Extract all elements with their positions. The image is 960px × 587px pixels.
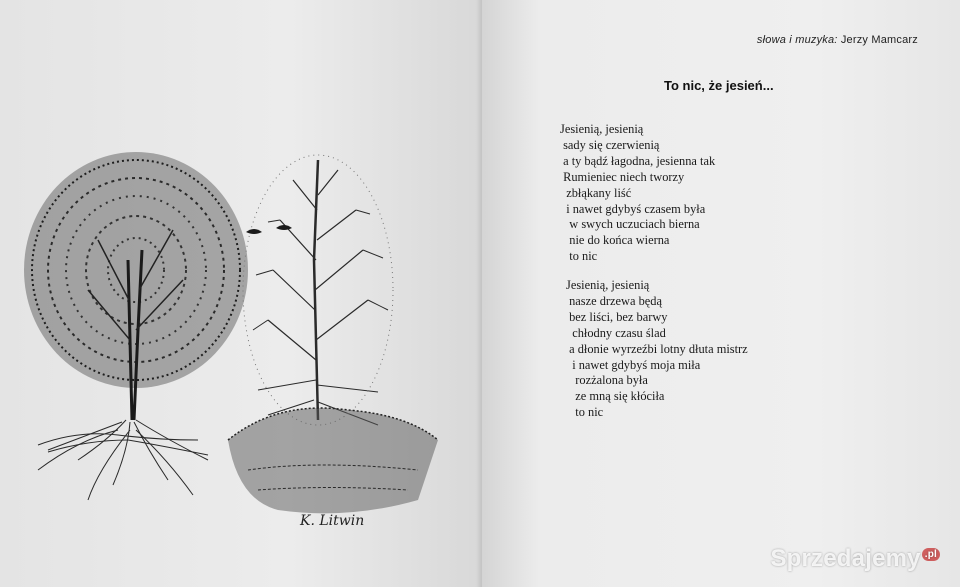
- poem-line: to nic: [560, 249, 598, 264]
- right-tree: [243, 155, 393, 425]
- poem-line: Jesienią, jesienią: [560, 122, 644, 136]
- signature: K. Litwin: [300, 513, 365, 529]
- poem-line: nie do końca wierna: [560, 233, 670, 248]
- left-tree: [24, 152, 248, 420]
- poem-line: sady się czerwienią: [560, 137, 660, 152]
- poem-line: to nic: [566, 405, 604, 420]
- poem-line: zbłąkany liść: [560, 185, 632, 200]
- poem-line: ze mną się kłóciła: [566, 389, 665, 404]
- ground-right: [228, 408, 438, 513]
- poem-line: i nawet gdybyś czasem była: [560, 201, 706, 216]
- stanza-1: [560, 122, 715, 265]
- poem-line: a ty bądź łagodna, jesienna tak: [560, 153, 716, 168]
- poem-line: w swych uczuciach bierna: [560, 217, 700, 232]
- poem-line: Rumieniec niech tworzy: [560, 169, 685, 184]
- poem-line: a dłonie wyrzeźbi lotny dłuta mistrz: [566, 341, 748, 356]
- author-credit: [757, 34, 918, 46]
- poem-line: bez liści, bez barwy: [566, 309, 668, 324]
- watermark-suffix: .pl: [922, 548, 940, 561]
- poem-line: Jesienią, jesienią: [566, 278, 650, 292]
- credit-author: Jerzy Mamcarz: [840, 34, 918, 46]
- watermark-text: Sprzedajemy: [770, 545, 921, 572]
- credit-role: słowa i muzyka:: [756, 34, 838, 46]
- poem-line: nasze drzewa będą: [566, 293, 662, 308]
- watermark-logo: [770, 545, 940, 573]
- roots-left: [38, 420, 208, 500]
- poem-title: To nic, że jesień...: [664, 78, 774, 93]
- birds: [246, 225, 292, 234]
- stanza-2: [566, 278, 748, 421]
- poem-line: chłodny czasu ślad: [566, 325, 666, 340]
- tree-illustration: [18, 140, 458, 540]
- poem-line: i nawet gdybyś moja miła: [566, 357, 701, 372]
- poem-line: rozżalona była: [566, 373, 648, 388]
